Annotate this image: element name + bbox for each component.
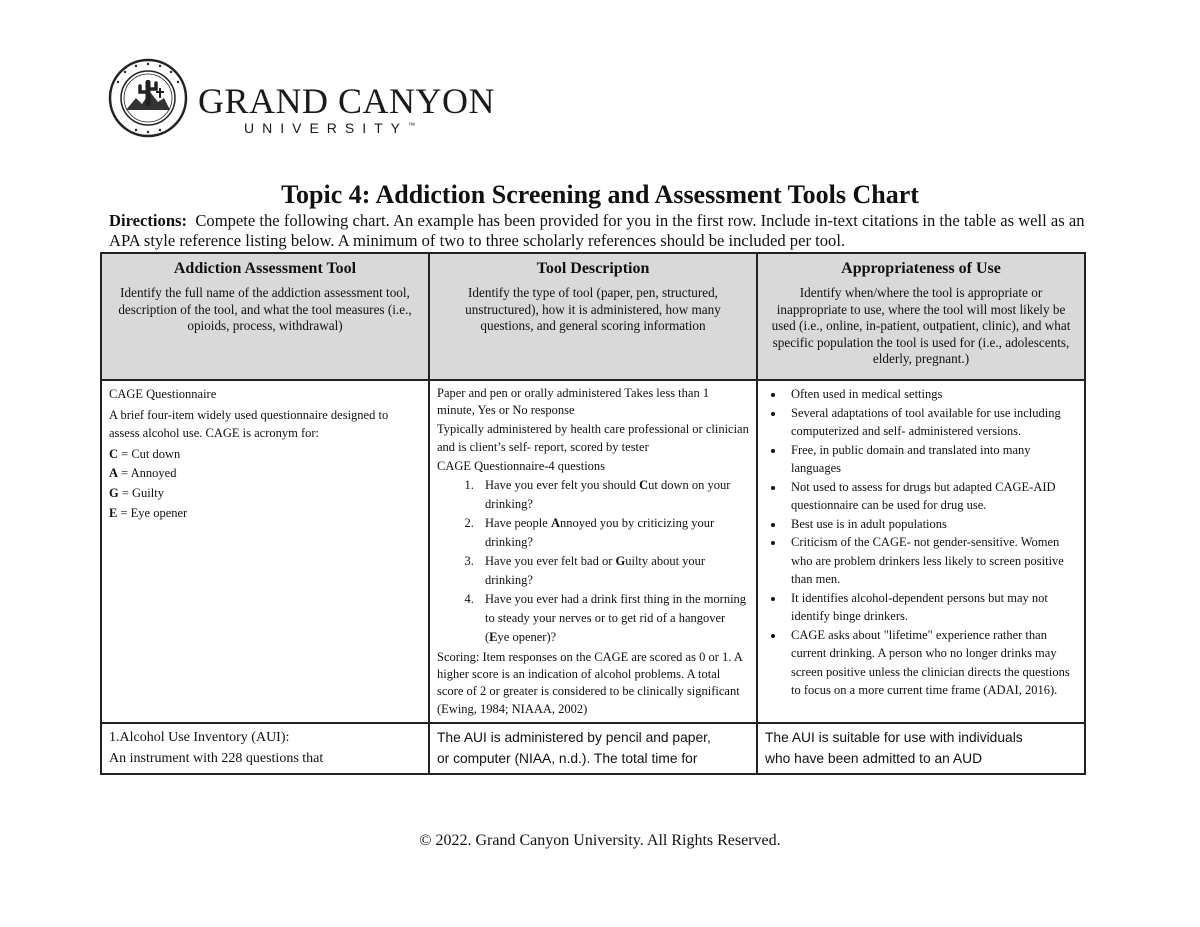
row1-description-line: The AUI is administered by pencil and paper, [437,729,711,745]
tool-summary: A brief four-item widely used questionnaire designed to assess alcohol use. CAGE is acronym for: [109,407,389,441]
header-cell-tool [101,253,429,380]
row1-description-line: or computer (NIAA, n.d.). The total time for [437,750,698,766]
description-paragraph: Paper and pen or orally administered Takes less than 1 minute, Yes or No response [437,386,710,418]
header-description: Identify the full name of the addiction assessment tool, description of the tool, and what the tool measures (i.e., opioids, process, withdrawal) [118,285,412,333]
appropriateness-item: • Criticism of the CAGE- not gender-sensitive. Women who are problem drinkers less likely to screen positive than men. [785,533,1077,589]
scoring-paragraph: Scoring: Item responses on the CAGE are scored as 0 or 1. A higher score is an indication of alcohol problems. A total score of 2 or greater is considered to be clinically significant (Ewing, 1984; NIAAA, 2002) [437,650,743,716]
question-item: 4. Have you ever had a drink first thing in the morning to steady your nerves or to get rid of a hangover (Eye opener)? [477,590,749,647]
row1-tool-line: An instrument with 228 questions that [109,750,324,766]
trademark-mark: ™ [408,122,416,130]
row1-appropriateness-line: The AUI is suitable for use with individuals [765,729,1023,745]
appropriateness-item: • Best use is in adult populations [785,515,1077,534]
copyright-footer: © 2022. Grand Canyon University. All Rights Reserved. [419,832,781,849]
acronym-item: E = Eye opener [109,505,188,520]
example-appropriateness-cell[interactable] [757,380,1085,723]
appropriateness-item: • Several adaptations of tool available for use including computerized and self- administered versions. [785,404,1077,441]
directions-label: Directions: [109,211,188,230]
row1-appropriateness-cell[interactable] [757,723,1085,774]
table-row-example [101,380,1085,723]
directions [109,211,1094,251]
acronym-item: G = Guilty [109,485,164,500]
appropriateness-item: • Often used in medical settings [785,385,1077,404]
appropriateness-item: • Free, in public domain and translated into many languages [785,441,1077,478]
university-seal-icon [108,58,188,138]
appropriateness-list [765,385,1077,700]
brand-subtitle [244,120,415,136]
header-title: Addiction Assessment Tool [173,260,357,277]
brand-subtitle-text: UNIVERSITY [244,120,409,136]
directions-text: Compete the following chart. An example has been provided for you in the first row. Include in-text citations in the table as well as an APA style reference listing below. A minimum of two to three scholarly references should be included per tool. [109,211,1085,250]
question-item: 3. Have you ever felt bad or Guilty about your drinking? [477,552,749,590]
example-description-cell[interactable] [429,380,757,723]
row1-tool-line: 1.Alcohol Use Inventory (AUI): [109,729,290,745]
example-tool-cell[interactable] [101,380,429,723]
row1-description-cell[interactable] [429,723,757,774]
table-row-1 [101,723,1085,774]
header-cell-description [429,253,757,380]
header-title: Tool Description [536,260,650,277]
acronym-item: C = Cut down [109,446,181,461]
description-paragraph: CAGE Questionnaire-4 questions [437,458,606,473]
acronym-item: A = Annoyed [109,466,177,481]
question-list [437,476,749,647]
description-paragraph: Typically administered by health care professional or clinician and is client’s self- report, scored by tester [437,422,749,454]
appropriateness-item: • It identifies alcohol-dependent persons but may not identify binge drinkers. [785,589,1077,626]
question-item: 2. Have people Annoyed you by criticizing your drinking? [477,514,749,552]
page-title: Topic 4: Addiction Screening and Assessment Tools Chart [281,180,919,209]
appropriateness-item: • Not used to assess for drugs but adapted CAGE-AID questionnaire can be used for drug use. [785,478,1077,515]
assessment-tools-table [100,252,1086,775]
row1-appropriateness-line: who have been admitted to an AUD [765,750,983,766]
brand-name: GRAND CANYON [198,81,496,121]
header-description: Identify when/where the tool is appropriate or inappropriate to use, where the tool will most likely be used (i.e., online, in-patient, outpatient, clinic), and what specific population the tool is used for (i.e., adolescents, elderly, pregnant.) [771,285,1071,366]
header-description: Identify the type of tool (paper, pen, structured, unstructured), how it is administered, how many questions, and general scoring information [465,285,721,333]
row1-tool-cell[interactable] [101,723,429,774]
appropriateness-item: • CAGE asks about "lifetime" experience rather than current drinking. A person who no longer drinks may screen positive unless the clinician directs the questions to focus on a more current time frame (ADAI, 2016). [785,626,1077,700]
header-cell-appropriateness [757,253,1085,380]
table-header-row [101,253,1085,380]
tool-name: CAGE Questionnaire [109,387,217,401]
header-title: Appropriateness of Use [841,260,1001,277]
question-item: 1. Have you ever felt you should Cut down on your drinking? [477,476,749,514]
university-logo [108,58,496,138]
